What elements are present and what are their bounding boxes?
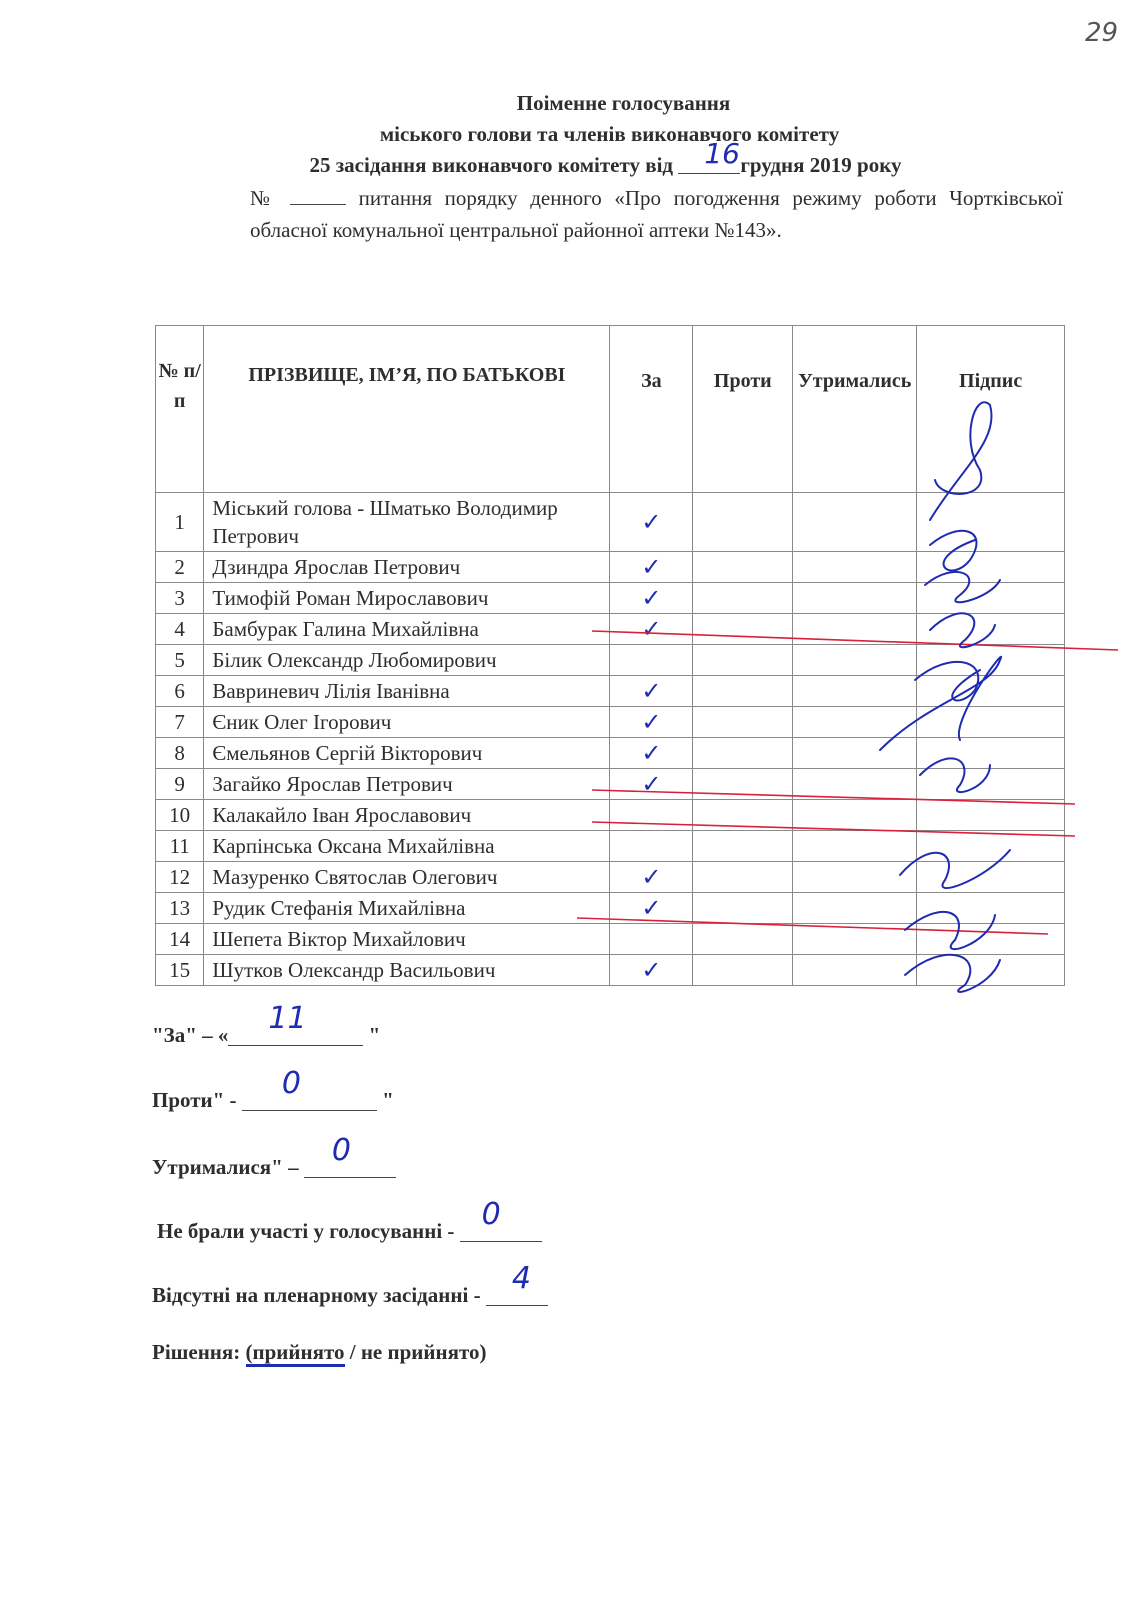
row-abstained	[793, 614, 917, 645]
table-row	[156, 707, 1065, 738]
row-against	[693, 800, 793, 831]
row-num: 13	[156, 893, 204, 924]
row-signature	[917, 676, 1065, 707]
row-against	[693, 583, 793, 614]
table-header-row	[156, 326, 1065, 493]
summary-absent-value: 4	[511, 1261, 531, 1296]
summary-absent-blank	[486, 1261, 548, 1306]
header-name: ПРІЗВИЩЕ, ІМ’Я, ПО БАТЬКОВІ	[204, 326, 610, 493]
table-row	[156, 924, 1065, 955]
header-signature: Підпис	[917, 326, 1065, 493]
row-against	[693, 707, 793, 738]
row-name: Загайко Ярослав Петрович	[204, 769, 610, 800]
row-against	[693, 676, 793, 707]
decision-adopted: (прийнято	[246, 1340, 345, 1367]
row-for-check	[610, 645, 693, 676]
row-for-check: ✓	[610, 955, 693, 986]
summary-not-voting-label: Не брали участі у голосуванні -	[157, 1219, 455, 1243]
summary-for-blank	[228, 1001, 363, 1046]
header-abstained: Утримались	[793, 326, 917, 493]
row-for-check: ✓	[610, 493, 693, 552]
row-name: Мазуренко Святослав Олегович	[204, 862, 610, 893]
table-row	[156, 831, 1065, 862]
summary-against	[152, 1066, 394, 1113]
row-num: 11	[156, 831, 204, 862]
summary-abstained-blank	[304, 1133, 396, 1178]
row-for-check	[610, 800, 693, 831]
row-abstained	[793, 738, 917, 769]
row-abstained	[793, 924, 917, 955]
row-for-check: ✓	[610, 583, 693, 614]
summary-for-value: 11	[268, 1001, 307, 1036]
row-num: 6	[156, 676, 204, 707]
row-num: 5	[156, 645, 204, 676]
row-abstained	[793, 552, 917, 583]
row-num: 4	[156, 614, 204, 645]
summary-not-voting	[157, 1197, 542, 1244]
row-against	[693, 893, 793, 924]
row-signature	[917, 831, 1065, 862]
row-num: 2	[156, 552, 204, 583]
row-signature	[917, 614, 1065, 645]
question-number-prefix: №	[250, 186, 278, 210]
row-against	[693, 862, 793, 893]
row-against	[693, 831, 793, 862]
agenda-question	[250, 182, 1063, 246]
row-abstained	[793, 862, 917, 893]
row-abstained	[793, 645, 917, 676]
row-signature	[917, 955, 1065, 986]
document-subtitle: міського голови та членів виконавчого комітету	[379, 122, 840, 146]
document-title: Поіменне голосування	[516, 91, 731, 115]
question-text: питання порядку денного «Про погодження режиму роботи Чортківської обласної комунальної центральної районної аптеки №143».	[250, 186, 1063, 242]
page-number: 29	[1085, 18, 1119, 48]
meeting-suffix: грудня 2019 року	[740, 153, 902, 177]
table-row	[156, 676, 1065, 707]
row-num: 9	[156, 769, 204, 800]
row-signature	[917, 862, 1065, 893]
row-against	[693, 924, 793, 955]
row-abstained	[793, 955, 917, 986]
table-row	[156, 614, 1065, 645]
row-num: 8	[156, 738, 204, 769]
table-row	[156, 645, 1065, 676]
table-row	[156, 583, 1065, 614]
header-against: Проти	[693, 326, 793, 493]
row-name: Тимофій Роман Мирославович	[204, 583, 610, 614]
summary-not-voting-blank	[460, 1197, 542, 1242]
row-name: Ємельянов Сергій Вікторович	[204, 738, 610, 769]
row-num: 12	[156, 862, 204, 893]
row-abstained	[793, 493, 917, 552]
row-num: 14	[156, 924, 204, 955]
table-row	[156, 493, 1065, 552]
row-for-check: ✓	[610, 862, 693, 893]
question-number-blank	[290, 186, 346, 205]
row-against	[693, 738, 793, 769]
date-blank	[678, 137, 740, 174]
header-num: № п/п	[156, 326, 204, 493]
row-abstained	[793, 769, 917, 800]
row-abstained	[793, 800, 917, 831]
row-against	[693, 614, 793, 645]
summary-abstained-label: Утрималися" –	[152, 1155, 299, 1179]
row-signature	[917, 707, 1065, 738]
row-for-check: ✓	[610, 676, 693, 707]
row-name: Калакайло Іван Ярославович	[204, 800, 610, 831]
row-for-check: ✓	[610, 707, 693, 738]
table-row	[156, 862, 1065, 893]
summary-for-label: "За" – «	[152, 1023, 229, 1047]
row-abstained	[793, 583, 917, 614]
table-row	[156, 769, 1065, 800]
row-name: Міський голова - Шматько Володимир Петрович	[204, 493, 610, 552]
row-signature	[917, 769, 1065, 800]
row-name: Єник Олег Ігорович	[204, 707, 610, 738]
meeting-day-handwritten: 16	[704, 137, 740, 170]
row-for-check: ✓	[610, 893, 693, 924]
row-name: Рудик Стефанія Михайлівна	[204, 893, 610, 924]
row-name: Бамбурак Галина Михайлівна	[204, 614, 610, 645]
row-name: Вавриневич Лілія Іванівна	[204, 676, 610, 707]
row-against	[693, 552, 793, 583]
row-against	[693, 955, 793, 986]
summary-against-blank	[242, 1066, 377, 1111]
row-signature	[917, 800, 1065, 831]
decision-label: Рішення:	[152, 1340, 241, 1364]
row-against	[693, 769, 793, 800]
row-num: 7	[156, 707, 204, 738]
row-abstained	[793, 676, 917, 707]
summary-absent-label: Відсутні на пленарному засіданні -	[152, 1283, 481, 1307]
row-name: Шутков Олександр Васильович	[204, 955, 610, 986]
decision-rest: / не прийнято)	[349, 1340, 487, 1364]
meeting-line	[40, 137, 1131, 180]
row-num: 1	[156, 493, 204, 552]
summary-against-value: 0	[281, 1066, 301, 1101]
row-for-check	[610, 831, 693, 862]
row-name: Шепета Віктор Михайлович	[204, 924, 610, 955]
header-for: За	[610, 326, 693, 493]
row-num: 15	[156, 955, 204, 986]
row-signature	[917, 583, 1065, 614]
row-for-check	[610, 924, 693, 955]
row-signature	[917, 552, 1065, 583]
row-for-check: ✓	[610, 769, 693, 800]
summary-abstained-value: 0	[331, 1133, 351, 1168]
table-row	[156, 893, 1065, 924]
summary-against-label: Проти" -	[152, 1088, 237, 1112]
row-name: Карпінська Оксана Михайлівна	[204, 831, 610, 862]
row-signature	[917, 924, 1065, 955]
summary-for	[152, 1001, 381, 1048]
table-body	[156, 493, 1065, 986]
row-abstained	[793, 707, 917, 738]
table-row	[156, 800, 1065, 831]
summary-for-end: "	[368, 1023, 381, 1047]
meeting-prefix: 25 засідання виконавчого комітету від	[309, 153, 674, 177]
row-num: 3	[156, 583, 204, 614]
row-for-check: ✓	[610, 552, 693, 583]
row-num: 10	[156, 800, 204, 831]
row-for-check: ✓	[610, 614, 693, 645]
table-row	[156, 738, 1065, 769]
summary-not-voting-value: 0	[481, 1197, 501, 1232]
row-abstained	[793, 831, 917, 862]
summary-decision	[152, 1340, 486, 1365]
row-name: Дзиндра Ярослав Петрович	[204, 552, 610, 583]
row-name: Білик Олександр Любомирович	[204, 645, 610, 676]
table-row	[156, 955, 1065, 986]
row-against	[693, 493, 793, 552]
row-signature	[917, 493, 1065, 552]
roll-call-table	[155, 325, 1065, 986]
row-signature	[917, 645, 1065, 676]
row-abstained	[793, 893, 917, 924]
summary-against-end: "	[382, 1088, 394, 1112]
row-for-check: ✓	[610, 738, 693, 769]
summary-abstained	[152, 1133, 396, 1180]
table-row	[156, 552, 1065, 583]
row-signature	[917, 738, 1065, 769]
row-against	[693, 645, 793, 676]
summary-absent	[152, 1261, 548, 1308]
row-signature	[917, 893, 1065, 924]
